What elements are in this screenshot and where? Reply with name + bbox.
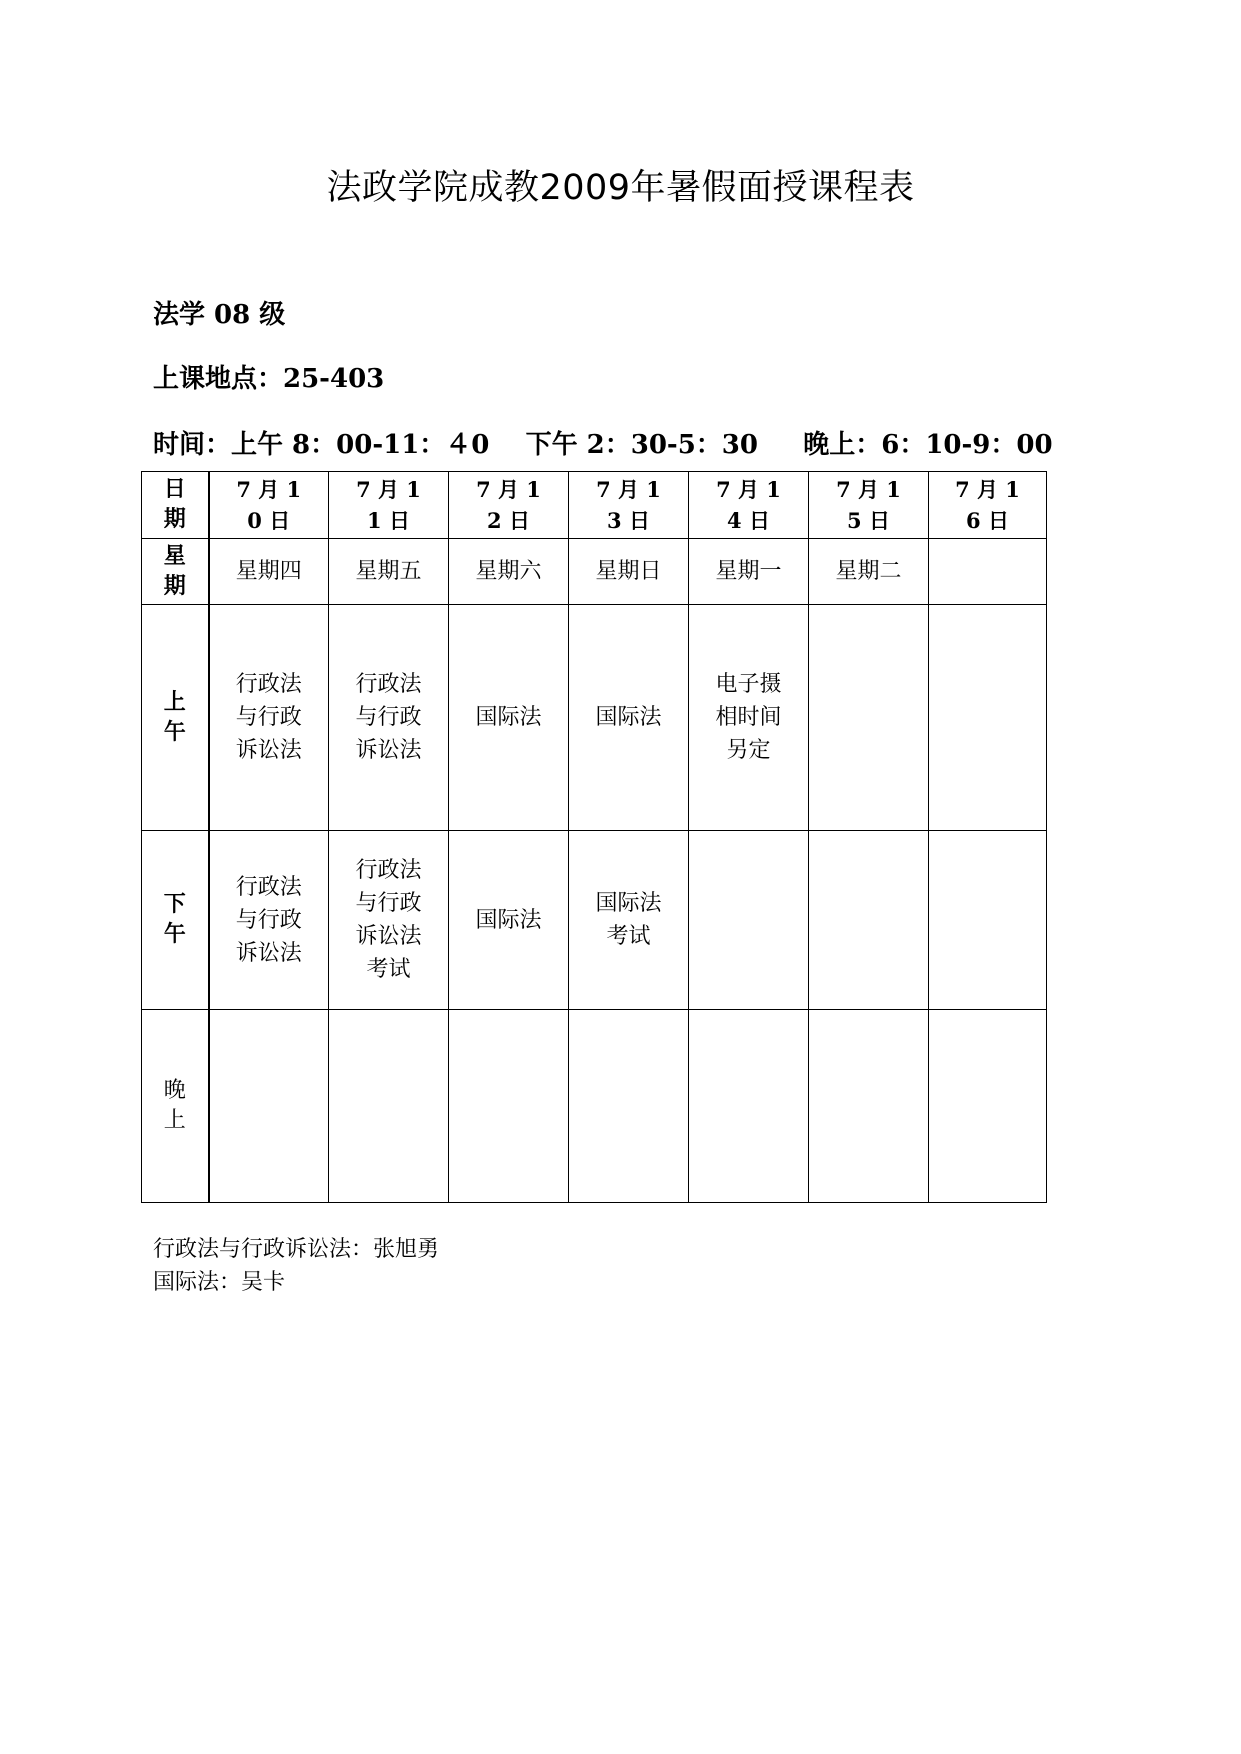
date-cell: 7 月 16 日 <box>929 472 1047 539</box>
course-cell: 电子摄相时间另定 <box>689 605 809 831</box>
course-cell <box>449 1010 569 1203</box>
date-cell: 7 月 11 日 <box>329 472 449 539</box>
date-cell: 7 月 14 日 <box>689 472 809 539</box>
course-cell <box>209 1010 329 1203</box>
weekday-cell: 星期五 <box>329 539 449 605</box>
course-cell <box>329 1010 449 1203</box>
course-cell: 行政法与行政诉讼法 <box>329 605 449 831</box>
date-cell: 7 月 10 日 <box>209 472 329 539</box>
morning-row <box>142 605 1047 831</box>
course-cell <box>689 1010 809 1203</box>
teacher-item: 国际法：吴卡 <box>153 1270 286 1295</box>
date-cell: 7 月 15 日 <box>809 472 929 539</box>
class-name: 法学 08 级 <box>153 300 286 330</box>
course-cell <box>569 1010 689 1203</box>
teacher-list <box>153 1233 439 1299</box>
class-location: 上课地点：25-403 <box>153 364 385 394</box>
afternoon-row <box>142 831 1047 1010</box>
date-row-header: 日期 <box>142 472 209 539</box>
course-cell <box>929 1010 1047 1203</box>
weekday-cell <box>929 539 1047 605</box>
course-cell <box>809 831 929 1010</box>
weekday-row-header: 星期 <box>142 539 209 605</box>
course-cell: 国际法 <box>449 831 569 1010</box>
class-time: 时间：上午 8：00-11：４0 下午 2：30-5：30 晚上：6：10-9：00 <box>153 430 1053 460</box>
course-cell: 国际法 <box>569 605 689 831</box>
course-cell <box>809 605 929 831</box>
weekday-cell: 星期六 <box>449 539 569 605</box>
course-cell <box>689 831 809 1010</box>
course-cell <box>929 831 1047 1010</box>
course-cell <box>929 605 1047 831</box>
weekday-cell: 星期日 <box>569 539 689 605</box>
morning-row-header: 上午 <box>142 605 209 831</box>
course-cell: 行政法与行政诉讼法 <box>209 831 329 1010</box>
course-cell: 国际法 <box>449 605 569 831</box>
date-row <box>142 472 1047 539</box>
course-cell: 行政法与行政诉讼法 <box>209 605 329 831</box>
schedule-table <box>141 471 1047 1203</box>
weekday-cell: 星期四 <box>209 539 329 605</box>
date-cell: 7 月 13 日 <box>569 472 689 539</box>
weekday-cell: 星期二 <box>809 539 929 605</box>
date-cell: 7 月 12 日 <box>449 472 569 539</box>
course-cell: 行政法与行政诉讼法考试 <box>329 831 449 1010</box>
course-cell <box>809 1010 929 1203</box>
evening-row <box>142 1010 1047 1203</box>
weekday-cell: 星期一 <box>689 539 809 605</box>
course-cell: 国际法考试 <box>569 831 689 1010</box>
teacher-item: 行政法与行政诉讼法：张旭勇 <box>153 1237 440 1262</box>
weekday-row <box>142 539 1047 605</box>
evening-row-header: 晚上 <box>142 1010 209 1203</box>
afternoon-row-header: 下午 <box>142 831 209 1010</box>
page-title: 法政学院成教2009年暑假面授课程表 <box>326 168 915 208</box>
